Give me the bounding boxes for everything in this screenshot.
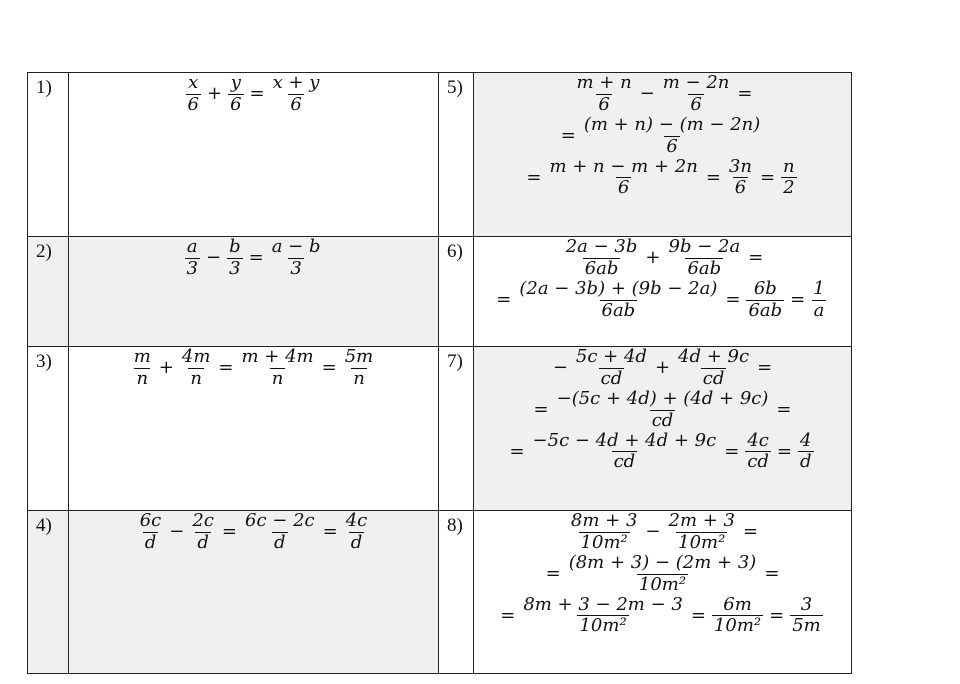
denominator: n — [190, 367, 202, 389]
operator: = — [500, 604, 516, 626]
equation-line — [69, 74, 438, 115]
denominator: d — [800, 451, 812, 473]
numerator: m − 2n — [662, 72, 730, 93]
numerator: 4m — [181, 346, 211, 367]
operator: = — [737, 82, 753, 104]
numerator: 2a − 3b — [565, 236, 638, 257]
fraction — [582, 113, 762, 157]
operator: = — [690, 604, 706, 626]
denominator: d — [274, 531, 286, 553]
problem-number: 7) — [439, 347, 474, 511]
fraction — [574, 348, 649, 389]
exercise-table — [27, 72, 852, 674]
numerator: 8m + 3 − 2m − 3 — [523, 593, 683, 615]
numerator: 6c − 2c — [245, 510, 315, 531]
fraction — [547, 155, 699, 199]
operator: = — [764, 562, 780, 584]
fraction — [667, 238, 743, 279]
denominator: 6 — [690, 93, 702, 115]
denominator: n — [136, 367, 149, 389]
fraction — [564, 238, 640, 279]
problem-4-cell — [69, 511, 439, 674]
denominator: n — [271, 367, 284, 389]
numerator: 6b — [753, 277, 777, 299]
operator: = — [725, 288, 741, 310]
fraction — [243, 512, 317, 553]
fraction — [270, 238, 323, 279]
fraction — [343, 348, 376, 389]
fraction — [344, 512, 370, 553]
fraction — [567, 551, 759, 595]
numerator: 8m + 3 — [570, 510, 638, 531]
denominator: 3 — [229, 257, 241, 279]
problem-6-solution — [474, 237, 851, 321]
problem-number: 1) — [28, 73, 69, 237]
operator: = — [322, 520, 338, 542]
fraction — [569, 512, 640, 553]
numerator: 2m + 3 — [668, 510, 735, 531]
fraction — [811, 277, 826, 321]
problem-2-cell — [69, 237, 439, 347]
denominator: cd — [613, 451, 636, 473]
fraction — [138, 512, 164, 553]
operator: = — [248, 246, 264, 268]
equation-line — [69, 348, 438, 389]
fraction — [555, 387, 771, 431]
operator: + — [645, 246, 661, 268]
fraction — [712, 593, 763, 637]
problem-5-cell — [474, 73, 852, 237]
problem-7-solution — [474, 347, 851, 472]
denominator: 6ab — [601, 299, 636, 321]
problem-2-solution — [69, 237, 438, 279]
fraction — [186, 74, 201, 115]
numerator: 5c + 4d — [575, 346, 647, 367]
operator: − — [205, 246, 222, 268]
operator: − — [639, 82, 655, 104]
denominator: 6 — [666, 135, 678, 157]
denominator: 6 — [230, 93, 242, 115]
operator: − — [552, 356, 568, 378]
denominator: d — [144, 531, 157, 553]
equation-line — [474, 512, 851, 553]
fraction — [745, 429, 771, 473]
operator: + — [654, 356, 671, 378]
denominator: cd — [702, 367, 725, 389]
problem-3-cell — [69, 347, 439, 511]
problem-number: 3) — [28, 347, 69, 511]
operator: = — [321, 356, 337, 378]
numerator: 6c — [139, 510, 162, 531]
denominator: 10m² — [638, 573, 687, 595]
numerator: m + 4m — [241, 346, 314, 367]
operator: = — [757, 356, 773, 378]
equation-line — [69, 512, 438, 553]
numerator: 4c — [345, 510, 368, 531]
fraction — [132, 348, 153, 389]
operator: = — [790, 288, 806, 310]
equation-line — [474, 238, 851, 279]
operator: = — [545, 562, 561, 584]
equation-line — [474, 277, 851, 321]
denominator: 10m² — [579, 615, 627, 637]
denominator: 5m — [792, 615, 821, 637]
fraction — [667, 512, 738, 553]
problem-number: 6) — [439, 237, 474, 347]
equation-line — [474, 551, 851, 595]
denominator: cd — [600, 367, 623, 389]
operator: = — [560, 124, 576, 146]
problem-7-cell — [474, 347, 852, 511]
numerator: a — [186, 236, 198, 257]
numerator: m + n — [576, 72, 632, 93]
denominator: 6 — [734, 177, 747, 199]
numerator: (m + n) − (m − 2n) — [583, 113, 761, 135]
problem-number: 2) — [28, 237, 69, 347]
fraction — [185, 238, 200, 279]
table-row — [28, 511, 852, 674]
denominator: a — [813, 299, 825, 321]
fraction — [271, 74, 322, 115]
equation-line — [474, 593, 851, 637]
equation-line — [474, 429, 851, 473]
denominator: 6 — [617, 177, 630, 199]
numerator: −5c − 4d + 4d + 9c — [532, 429, 717, 451]
problem-6-cell — [474, 237, 852, 347]
operator: = — [221, 520, 238, 542]
operator: = — [218, 356, 234, 378]
denominator: cd — [651, 409, 674, 431]
operator: = — [249, 82, 265, 104]
fraction — [240, 348, 316, 389]
numerator: b — [229, 236, 241, 257]
equation-line — [474, 387, 851, 431]
numerator: x + y — [272, 72, 320, 93]
table-row — [28, 237, 852, 347]
fraction — [190, 512, 216, 553]
operator: = — [748, 246, 764, 268]
operator: + — [158, 356, 174, 378]
fraction — [517, 277, 719, 321]
numerator: 4d + 9c — [678, 346, 750, 367]
numerator: 3 — [800, 593, 813, 615]
denominator: d — [197, 531, 209, 553]
numerator: 6m — [723, 593, 752, 615]
operator: − — [169, 520, 185, 542]
problem-1-solution — [69, 73, 438, 115]
numerator: m + n − m + 2n — [549, 155, 698, 177]
numerator: 4 — [800, 429, 812, 451]
problem-number: 8) — [439, 511, 474, 674]
fraction — [798, 429, 814, 473]
problem-3-solution — [69, 347, 438, 389]
problem-number: 4) — [28, 511, 69, 674]
operator: = — [769, 604, 785, 626]
equation-line — [474, 348, 851, 389]
numerator: (8m + 3) − (2m + 3) — [568, 551, 757, 573]
operator: = — [705, 166, 721, 188]
table-row — [28, 73, 852, 237]
denominator: cd — [747, 451, 769, 473]
denominator: 6ab — [584, 257, 619, 279]
numerator: 9b − 2a — [668, 236, 741, 257]
operator: = — [776, 398, 792, 420]
problem-8-cell — [474, 511, 852, 674]
equation-line — [474, 113, 851, 157]
operator: = — [533, 398, 549, 420]
numerator: (2a − 3b) + (9b − 2a) — [519, 277, 718, 299]
operator: = — [776, 440, 793, 462]
problem-5-solution — [474, 73, 851, 198]
numerator: 4c — [747, 429, 769, 451]
numerator: a − b — [271, 236, 321, 257]
fraction — [781, 155, 797, 199]
operator: + — [206, 82, 223, 104]
fraction — [790, 593, 823, 637]
operator: = — [526, 166, 542, 188]
denominator: n — [353, 367, 365, 389]
numerator: 1 — [813, 277, 825, 299]
denominator: 3 — [290, 257, 302, 279]
numerator: 5m — [344, 346, 374, 367]
operator: = — [496, 288, 512, 310]
denominator: 10m² — [713, 615, 762, 637]
fraction — [227, 238, 243, 279]
operator: = — [759, 166, 776, 188]
problem-1-cell — [69, 73, 439, 237]
denominator: 3 — [186, 257, 198, 279]
fraction — [746, 277, 784, 321]
denominator: 6 — [598, 93, 610, 115]
problem-4-solution — [69, 511, 438, 553]
operator: − — [645, 520, 661, 542]
fraction — [180, 348, 213, 389]
denominator: 6 — [187, 93, 199, 115]
fraction — [661, 74, 732, 115]
equation-line — [474, 155, 851, 199]
fraction — [727, 155, 754, 199]
problem-number: 5) — [439, 73, 474, 237]
numerator: −(5c + 4d) + (4d + 9c) — [556, 387, 769, 409]
denominator: 10m² — [678, 531, 726, 553]
operator: = — [743, 520, 759, 542]
numerator: y — [230, 72, 241, 93]
fraction — [521, 593, 685, 637]
fraction — [531, 429, 719, 473]
table-row — [28, 347, 852, 511]
numerator: x — [188, 72, 199, 93]
operator: = — [509, 440, 525, 462]
fraction — [574, 74, 633, 115]
equation-line — [474, 74, 851, 115]
numerator: n — [783, 155, 795, 177]
fraction — [228, 74, 243, 115]
denominator: 6ab — [748, 299, 783, 321]
numerator: 3n — [728, 155, 752, 177]
equation-line — [69, 238, 438, 279]
denominator: 10m² — [580, 531, 628, 553]
denominator: d — [350, 531, 363, 553]
denominator: 6ab — [687, 257, 722, 279]
problem-8-solution — [474, 511, 851, 636]
denominator: 6 — [290, 93, 302, 115]
numerator: m — [133, 346, 151, 367]
numerator: 2c — [192, 510, 214, 531]
operator: = — [724, 440, 740, 462]
fraction — [676, 348, 751, 389]
denominator: 2 — [783, 177, 795, 199]
